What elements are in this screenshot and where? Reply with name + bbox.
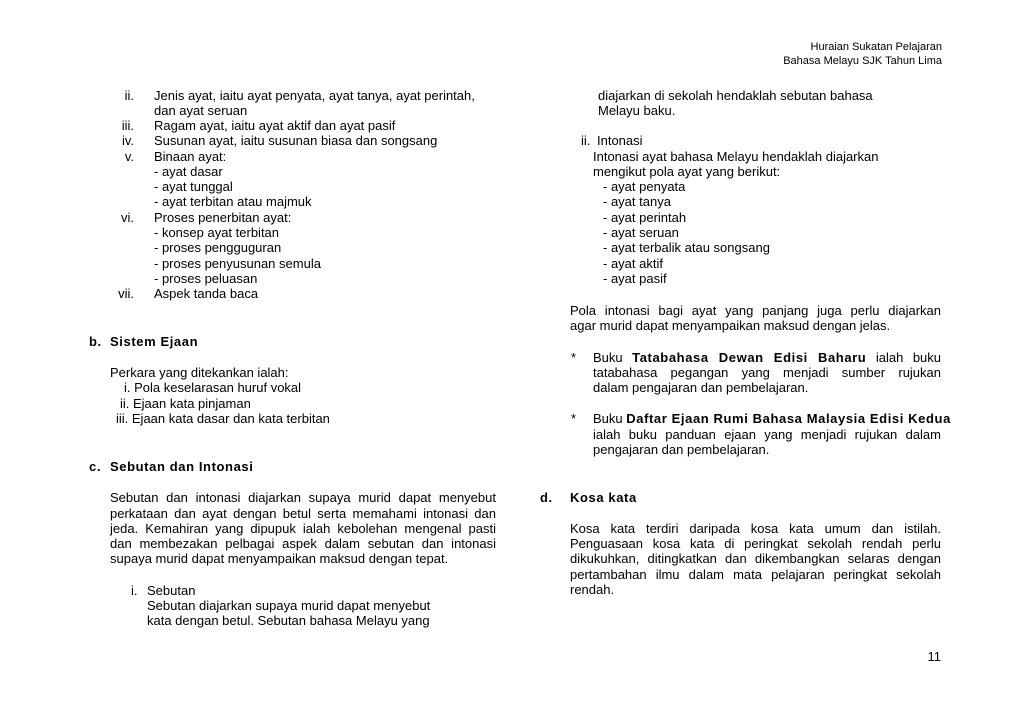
section-letter: d. xyxy=(540,490,553,505)
header-title: Huraian Sukatan Pelajaran xyxy=(810,41,942,53)
list-item: - ayat tanya xyxy=(603,194,671,209)
list-item-text: - proses pengguguran xyxy=(154,240,282,255)
list-item-text: Aspek tanda baca xyxy=(154,286,259,301)
list-number: vi. xyxy=(121,210,134,225)
list-number: ii. xyxy=(581,133,591,148)
paragraph-line: agar murid dapat menyampaikan maksud dengan jelas. xyxy=(570,318,891,333)
list-number: ii. xyxy=(124,88,134,103)
paragraph-line: pertambahan ilmu dalam mata pelajaran peringkat sekolah xyxy=(570,567,941,582)
list-number: vii. xyxy=(118,286,134,301)
book-title: Tatabahasa Dewan Edisi Baharu xyxy=(632,350,867,365)
list-item-text: dan ayat seruan xyxy=(154,103,248,118)
note-line: Buku Tatabahasa Dewan Edisi Baharu ialah buku xyxy=(593,350,942,365)
paragraph-line: Intonasi ayat bahasa Melayu hendaklah diajarkan xyxy=(593,149,879,164)
section-letter: b. xyxy=(89,334,102,349)
asterisk-bullet: * xyxy=(571,411,577,426)
list-number: v. xyxy=(124,149,134,164)
paragraph-line: dikukuhkan, ditingkatkan dan dikembangkan selaras dengan xyxy=(570,551,941,566)
list-number: i. xyxy=(131,583,138,598)
note-line: tatabahasa pegangan yang menjadi sumber rujukan xyxy=(593,365,941,380)
asterisk-bullet: * xyxy=(571,350,577,365)
paragraph-line: rendah. xyxy=(570,582,615,597)
list-item: - ayat seruan xyxy=(603,225,679,240)
list-item: ii. Ejaan kata pinjaman xyxy=(120,396,251,411)
paragraph-line: Kosa kata terdiri daripada kosa kata umum dan istilah. xyxy=(570,521,941,536)
list-item-text: Proses penerbitan ayat: xyxy=(154,210,292,225)
subheading-sebutan: Sebutan xyxy=(147,583,196,598)
paragraph-line: Sebutan dan intonasi diajarkan supaya murid dapat menyebut xyxy=(110,490,496,505)
section-heading-sebutan-intonasi: Sebutan dan Intonasi xyxy=(110,459,254,474)
list-item: - ayat penyata xyxy=(603,179,686,194)
note-line: pengajaran dan pembelajaran. xyxy=(593,442,770,457)
header-subtitle: Bahasa Melayu SJK Tahun Lima xyxy=(783,55,942,67)
list-item: i. Pola keselarasan huruf vokal xyxy=(124,380,302,395)
paragraph-line: Sebutan diajarkan supaya murid dapat menyebut xyxy=(147,598,431,613)
note-line: dalam pengajaran dan pembelajaran. xyxy=(593,380,809,395)
list-number: iv. xyxy=(121,133,134,148)
list-item-text: - proses peluasan xyxy=(154,271,258,286)
list-item-text: Susunan ayat, iaitu susunan biasa dan songsang xyxy=(154,133,438,148)
list-item-text: - ayat terbitan atau majmuk xyxy=(154,194,312,209)
list-item-text: - ayat dasar xyxy=(154,164,223,179)
paragraph-line: dan membezakan pelbagai aspek dalam sebutan dan intonasi xyxy=(110,536,496,551)
paragraph-line: kata dengan betul. Sebutan bahasa Melayu yang xyxy=(147,613,430,628)
list-item-text: Ragam ayat, iaitu ayat aktif dan ayat pasif xyxy=(154,118,396,133)
section-letter: c. xyxy=(89,459,102,474)
paragraph-line: supaya murid dapat menyampaikan maksud dengan tepat. xyxy=(110,551,449,566)
note-line: Buku Daftar Ejaan Rumi Bahasa Malaysia Edisi Kedua xyxy=(593,411,951,426)
list-item: - ayat aktif xyxy=(603,256,663,271)
page-number: 11 xyxy=(927,649,941,664)
list-item: - ayat terbalik atau songsang xyxy=(603,240,770,255)
note-line: ialah buku panduan ejaan yang menjadi rujukan dalam xyxy=(593,427,941,442)
paragraph-line: jeda. Kemahiran yang dipupuk ialah kebolehan mengenal pasti xyxy=(110,521,496,536)
section-heading-kosa-kata: Kosa kata xyxy=(570,490,637,505)
paragraph-line: perkataan dan ayat dengan betul serta memahami intonasi dan xyxy=(110,506,496,521)
list-item: - ayat pasif xyxy=(603,271,667,286)
list-item-text: - proses penyusunan semula xyxy=(154,256,321,271)
paragraph-line: diajarkan di sekolah hendaklah sebutan bahasa xyxy=(598,88,873,103)
section-heading-sistem-ejaan: Sistem Ejaan xyxy=(110,334,199,349)
list-item-text: Binaan ayat: xyxy=(154,149,227,164)
list-item-text: - ayat tunggal xyxy=(154,179,233,194)
book-title: Daftar Ejaan Rumi Bahasa Malaysia Edisi Kedua xyxy=(626,411,951,426)
list-item: iii. Ejaan kata dasar dan kata terbitan xyxy=(116,411,330,426)
paragraph-line: Melayu baku. xyxy=(598,103,676,118)
paragraph-line: Pola intonasi bagi ayat yang panjang juga perlu diajarkan xyxy=(570,303,941,318)
paragraph-line: Penguasaan kosa kata di peringkat sekolah rendah perlu xyxy=(570,536,941,551)
list-number: iii. xyxy=(121,118,134,133)
list-item-text: - konsep ayat terbitan xyxy=(154,225,280,240)
paragraph-line: mengikut pola ayat yang berikut: xyxy=(593,164,781,179)
list-item: - ayat perintah xyxy=(603,210,687,225)
list-item-text: Jenis ayat, iaitu ayat penyata, ayat tanya, ayat perintah, xyxy=(154,88,475,103)
section-intro: Perkara yang ditekankan ialah: xyxy=(110,365,289,380)
subheading-intonasi: Intonasi xyxy=(597,133,643,148)
